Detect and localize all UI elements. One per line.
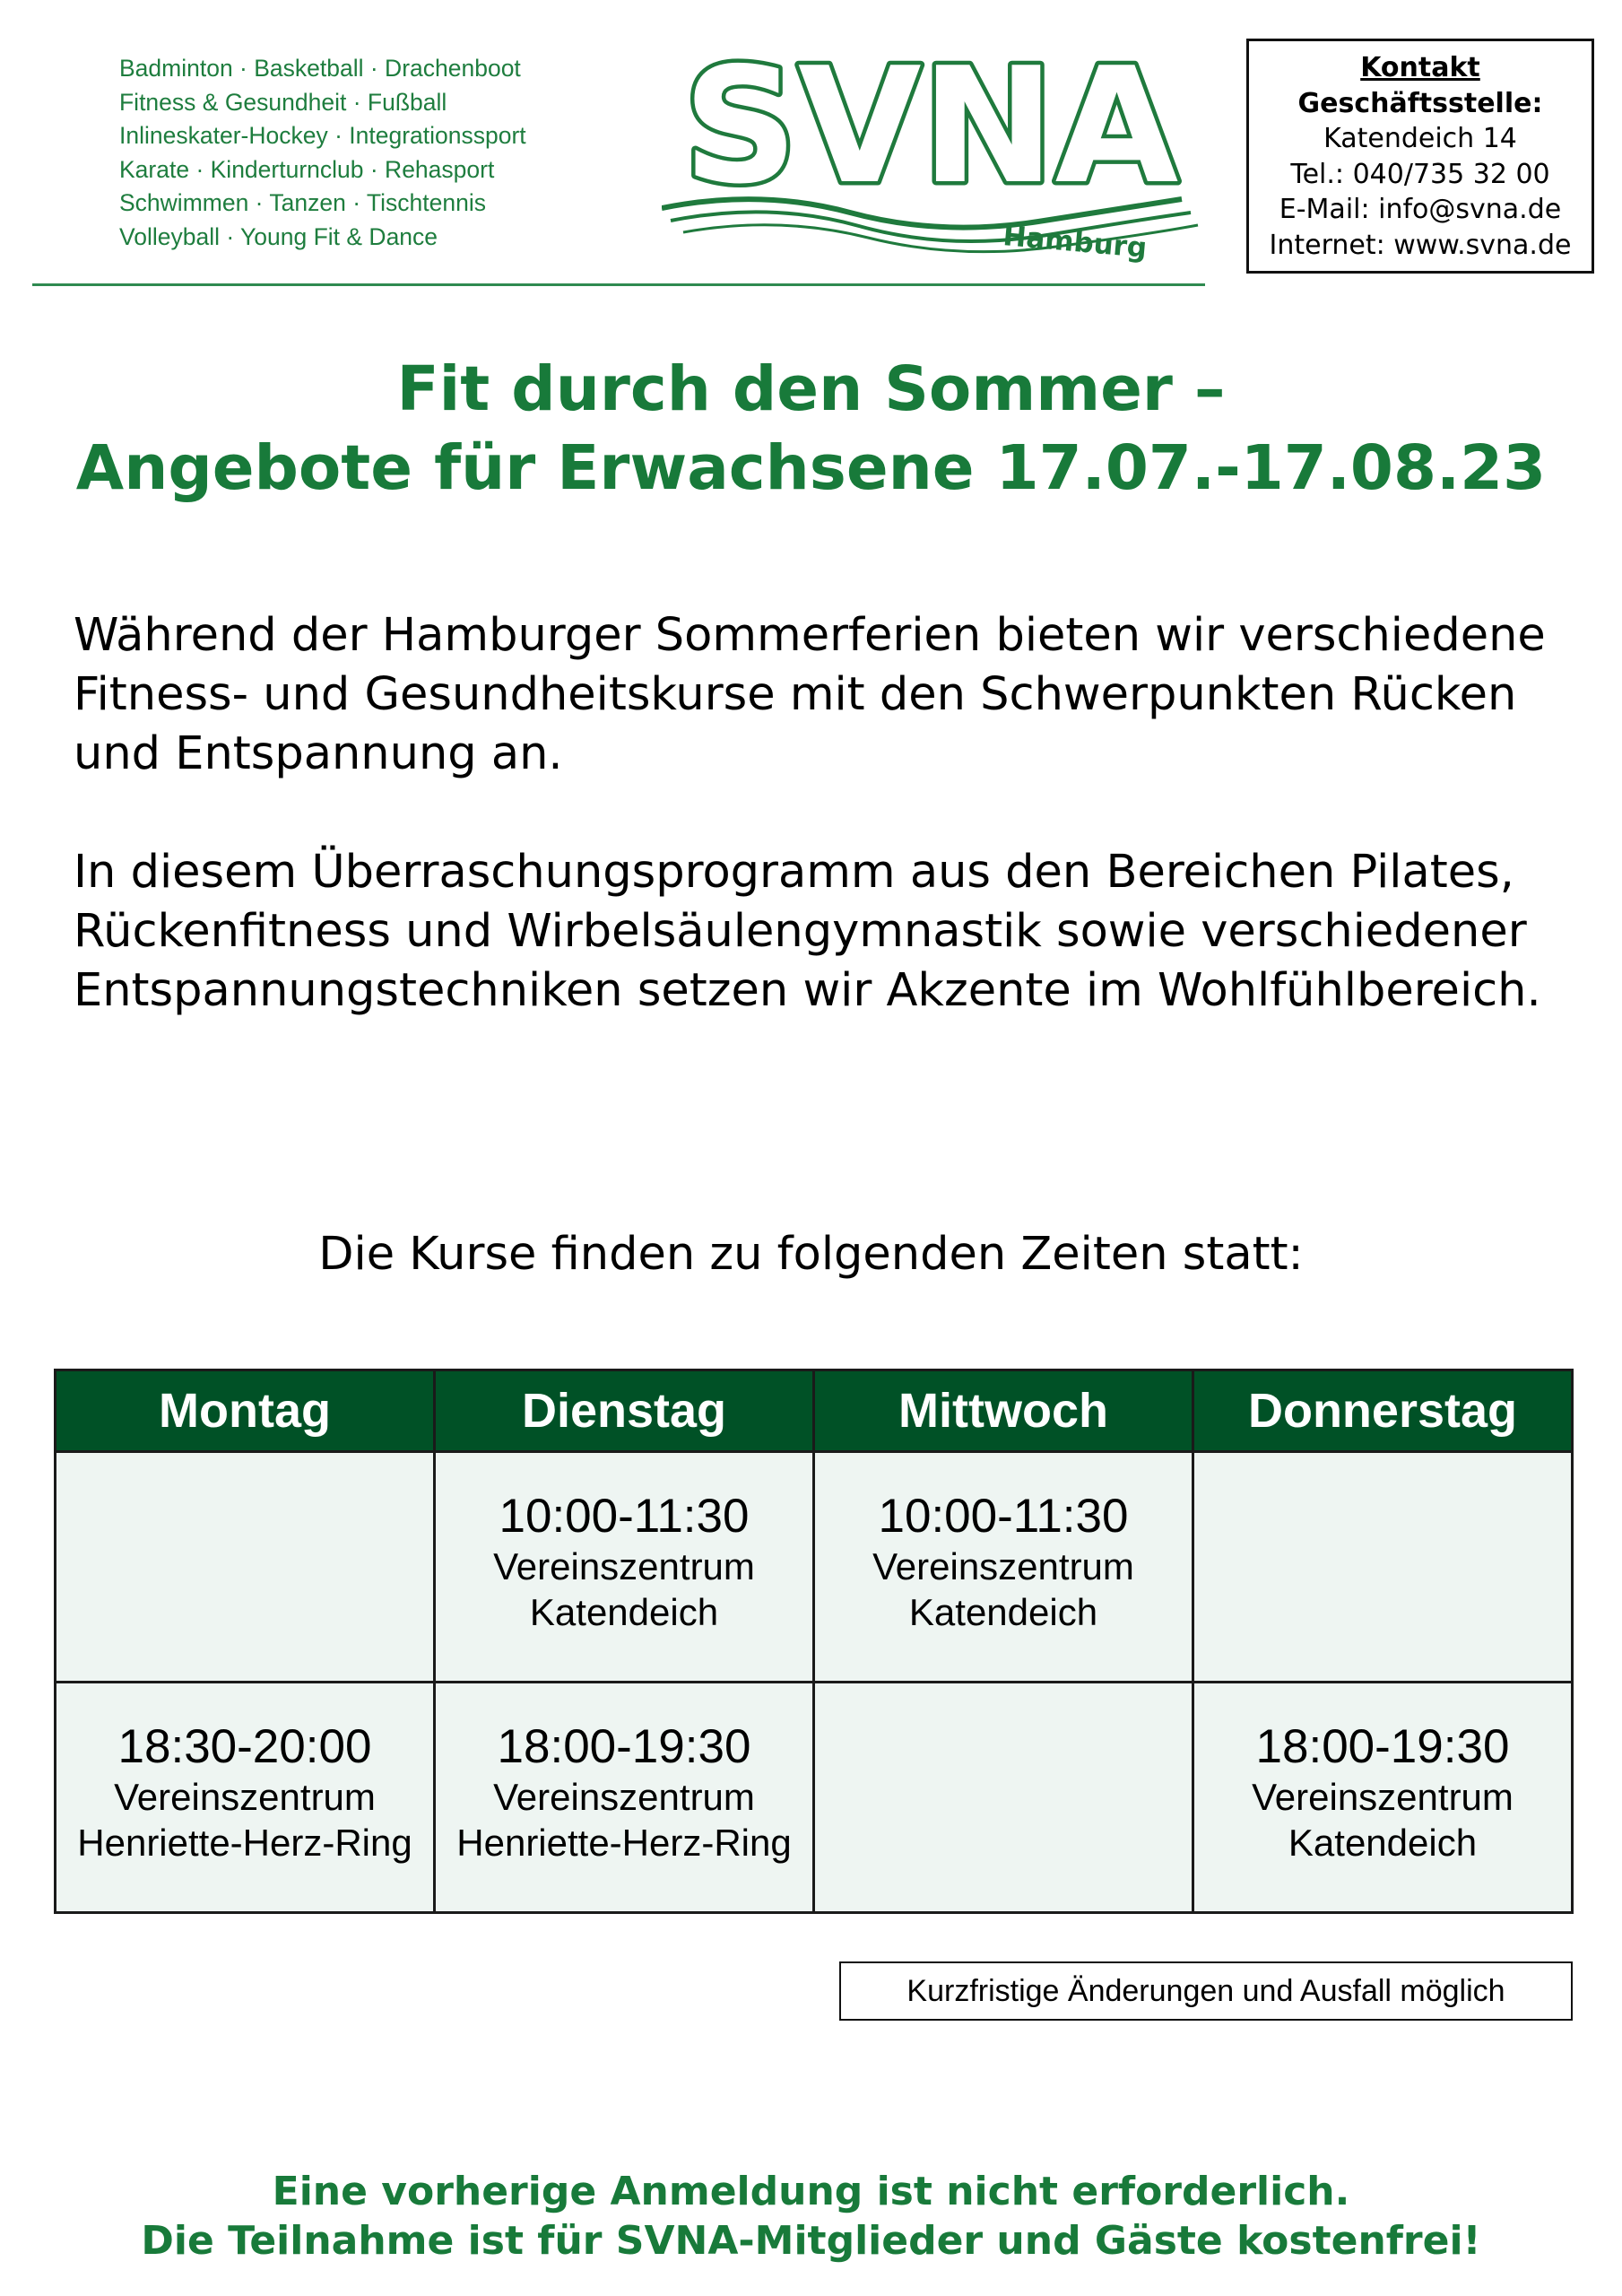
contact-internet: Internet: www.svna.de <box>1269 229 1572 261</box>
title-line-1: Fit durch den Sommer – <box>396 353 1226 425</box>
contact-phone: Tel.: 040/735 32 00 <box>1290 158 1550 190</box>
sports-line: Karate · Kinderturnclub · Rehasport <box>119 155 495 183</box>
course-venue: Vereinszentrum <box>114 1776 376 1818</box>
schedule-header-row <box>56 1370 1573 1452</box>
table-row <box>56 1452 1573 1683</box>
course-location: Henriette-Herz-Ring <box>77 1822 412 1864</box>
day-header-tuesday: Dienstag <box>435 1370 814 1452</box>
footer-notice <box>0 2167 1622 2266</box>
contact-box <box>1246 39 1594 274</box>
schedule-heading: Die Kurse finden zu folgenden Zeiten statt: <box>318 1228 1304 1281</box>
course-location: Katendeich <box>908 1591 1098 1633</box>
page-title <box>0 350 1622 508</box>
course-location: Katendeich <box>529 1591 719 1633</box>
sports-line: Badminton · Basketball · Drachenboot <box>119 55 521 82</box>
sports-list <box>119 52 621 254</box>
course-time: 10:00-11:30 <box>499 1490 750 1543</box>
course-venue: Vereinszentrum <box>872 1545 1134 1587</box>
schedule-table <box>54 1369 1574 1914</box>
schedule-cell <box>814 1683 1193 1913</box>
footer-line-2: Die Teilnahme ist für SVNA-Mitglieder und Gäste kostenfrei! <box>141 2218 1481 2264</box>
course-time: 18:30-20:00 <box>117 1720 372 1773</box>
schedule-cell <box>435 1683 814 1913</box>
course-venue: Vereinszentrum <box>493 1545 755 1587</box>
schedule-cell <box>1193 1452 1573 1683</box>
intro-text <box>74 606 1589 1021</box>
day-header-monday: Montag <box>56 1370 435 1452</box>
schedule-cell <box>56 1683 435 1913</box>
day-header-thursday: Donnerstag <box>1193 1370 1573 1452</box>
header-divider <box>32 283 1205 286</box>
intro-paragraph-2: In diesem Überraschungsprogramm aus den Bereichen Pilates, Rückenfitness und Wirbelsäulengymnastik sowie verschiedener Entspannungstechniken setzen wir Akzente im Wohlfühlbereich. <box>74 846 1541 1017</box>
svna-logo <box>662 29 1200 271</box>
contact-title: Kontakt <box>1360 52 1480 83</box>
sports-line: Fitness & Gesundheit · Fußball <box>119 88 447 116</box>
schedule-cell <box>56 1452 435 1683</box>
course-time: 18:00-19:30 <box>497 1720 751 1773</box>
course-time: 18:00-19:30 <box>1255 1720 1510 1773</box>
title-line-2: Angebote für Erwachsene 17.07.-17.08.23 <box>75 432 1547 504</box>
logo-wordmark: SVNA <box>682 33 1179 219</box>
course-venue: Vereinszentrum <box>1252 1776 1514 1818</box>
day-header-wednesday: Mittwoch <box>814 1370 1193 1452</box>
contact-email: E-Mail: info@svna.de <box>1279 194 1562 225</box>
sports-line: Inlineskater-Hockey · Integrationssport <box>119 122 526 149</box>
table-row <box>56 1683 1573 1913</box>
sports-line: Volleyball · Young Fit & Dance <box>119 222 438 250</box>
schedule-cell <box>1193 1683 1573 1913</box>
sports-line: Schwimmen · Tanzen · Tischtennis <box>119 189 486 216</box>
intro-paragraph-1: Während der Hamburger Sommerferien bieten wir verschiedene Fitness- und Gesundheitskurse mit den Schwerpunkten Rücken und Entspannung an. <box>74 609 1546 780</box>
footer-line-1: Eine vorherige Anmeldung ist nicht erforderlich. <box>272 2169 1350 2214</box>
logo-city: Hamburg <box>1002 220 1149 265</box>
contact-address: Katendeich 14 <box>1323 123 1517 154</box>
schedule-cell <box>814 1452 1193 1683</box>
contact-subtitle: Geschäftsstelle: <box>1297 87 1543 119</box>
changes-note: Kurzfristige Änderungen und Ausfall möglich <box>839 1961 1573 2021</box>
course-time: 10:00-11:30 <box>878 1490 1129 1543</box>
course-location: Henriette-Herz-Ring <box>456 1822 792 1864</box>
schedule-cell <box>435 1452 814 1683</box>
course-venue: Vereinszentrum <box>493 1776 755 1818</box>
course-location: Katendeich <box>1288 1822 1478 1864</box>
